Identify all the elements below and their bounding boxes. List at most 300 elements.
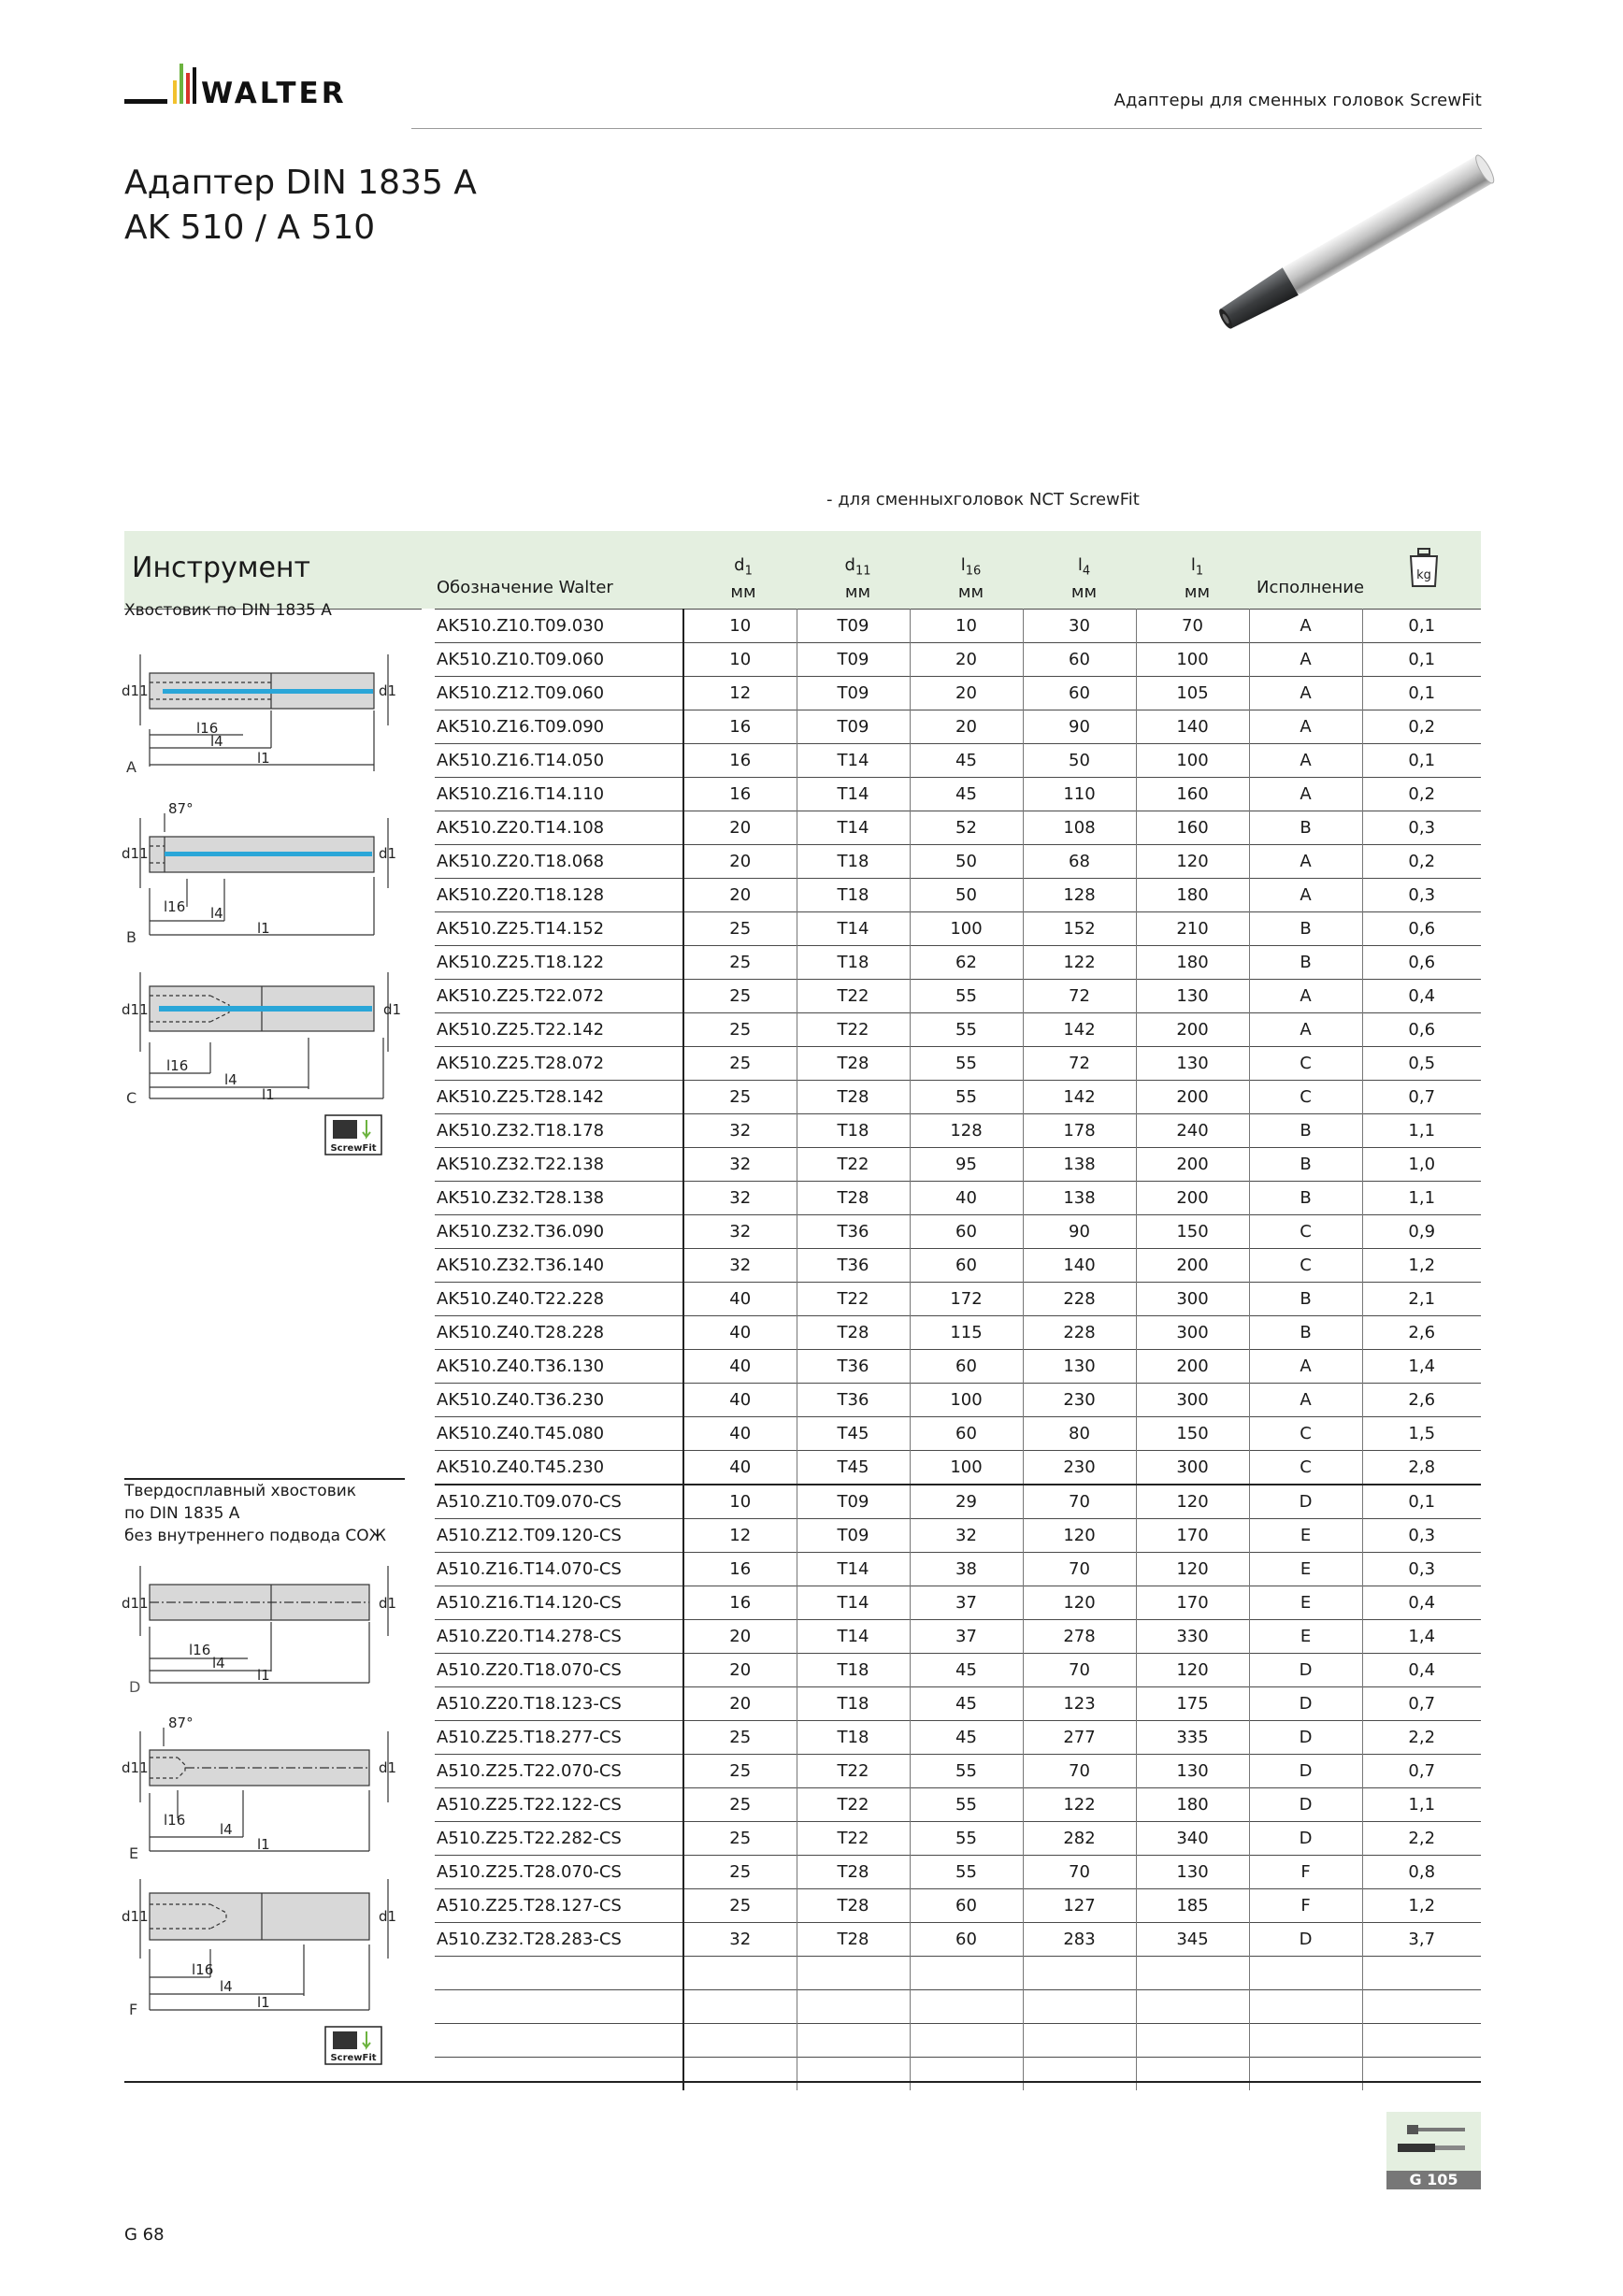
cell-l1: 200 bbox=[1136, 1013, 1249, 1047]
cell-variant: D bbox=[1249, 1755, 1362, 1788]
svg-text:d11: d11 bbox=[122, 682, 149, 699]
cell-l1: 120 bbox=[1136, 1654, 1249, 1687]
cell-l16: 115 bbox=[910, 1316, 1023, 1350]
cell-l16: 45 bbox=[910, 1654, 1023, 1687]
svg-text:d11: d11 bbox=[122, 1908, 149, 1925]
cell-l4: 80 bbox=[1023, 1417, 1136, 1451]
cell-l1: 180 bbox=[1136, 1788, 1249, 1822]
cell-variant: C bbox=[1249, 1417, 1362, 1451]
cell-d11 bbox=[797, 2024, 910, 2058]
cell-d1: 25 bbox=[683, 1721, 797, 1755]
cell-variant: A bbox=[1249, 610, 1362, 643]
svg-text:l4: l4 bbox=[224, 1071, 237, 1088]
cell-weight: 2,1 bbox=[1362, 1283, 1481, 1316]
cell-variant: F bbox=[1249, 1889, 1362, 1923]
cell-l4: 90 bbox=[1023, 1215, 1136, 1249]
cell-d1: 20 bbox=[683, 1620, 797, 1654]
tool-reference-icon bbox=[1386, 2112, 1481, 2171]
diagram-variant-c bbox=[122, 963, 402, 1159]
cell-variant: A bbox=[1249, 980, 1362, 1013]
table-row bbox=[435, 710, 1481, 744]
cell-d11: T18 bbox=[797, 946, 910, 980]
cell-d1: 40 bbox=[683, 1316, 797, 1350]
cell-d1 bbox=[683, 1990, 797, 2024]
cell-l16: 55 bbox=[910, 1047, 1023, 1081]
cell-d1: 25 bbox=[683, 1889, 797, 1923]
cell-l4: 278 bbox=[1023, 1620, 1136, 1654]
column-header-d11: $d_{11}$ мм bbox=[844, 555, 871, 602]
cell-l16: 55 bbox=[910, 1081, 1023, 1114]
cell-l1: 150 bbox=[1136, 1215, 1249, 1249]
cell-weight bbox=[1362, 1957, 1481, 1990]
cell-l16: 100 bbox=[910, 1451, 1023, 1485]
cell-d1: 25 bbox=[683, 1081, 797, 1114]
table-row bbox=[435, 1553, 1481, 1586]
cell-l4 bbox=[1023, 2024, 1136, 2058]
table-row bbox=[435, 643, 1481, 677]
cell-designation: AK510.Z16.T09.090 bbox=[435, 710, 683, 744]
walter-logo bbox=[124, 62, 405, 118]
table-row bbox=[435, 1485, 1481, 1519]
cell-l1 bbox=[1136, 1957, 1249, 1990]
cell-l16 bbox=[910, 1957, 1023, 1990]
cell-l4: 122 bbox=[1023, 946, 1136, 980]
section-label-steel: Хвостовик по DIN 1835 A bbox=[124, 601, 332, 620]
cell-l1: 140 bbox=[1136, 710, 1249, 744]
cell-l16: 38 bbox=[910, 1553, 1023, 1586]
cell-l1: 345 bbox=[1136, 1923, 1249, 1957]
cell-d1: 40 bbox=[683, 1451, 797, 1485]
cell-l4: 72 bbox=[1023, 980, 1136, 1013]
cell-l4: 72 bbox=[1023, 1047, 1136, 1081]
table-row bbox=[435, 1283, 1481, 1316]
cell-l1 bbox=[1136, 2024, 1249, 2058]
cell-l1: 200 bbox=[1136, 1182, 1249, 1215]
cell-l16: 45 bbox=[910, 744, 1023, 778]
cell-l4: 90 bbox=[1023, 710, 1136, 744]
cell-weight: 0,6 bbox=[1362, 946, 1481, 980]
table-row bbox=[435, 946, 1481, 980]
cell-l4: 130 bbox=[1023, 1350, 1136, 1384]
cell-l4: 30 bbox=[1023, 610, 1136, 643]
cell-designation: AK510.Z40.T22.228 bbox=[435, 1283, 683, 1316]
cell-d11: T14 bbox=[797, 1586, 910, 1620]
cell-variant: B bbox=[1249, 1148, 1362, 1182]
svg-text:l4: l4 bbox=[220, 1821, 233, 1838]
cell-weight: 0,1 bbox=[1362, 643, 1481, 677]
cell-l4: 123 bbox=[1023, 1687, 1136, 1721]
table-row bbox=[435, 1519, 1481, 1553]
cell-l4: 50 bbox=[1023, 744, 1136, 778]
cell-l1: 200 bbox=[1136, 1081, 1249, 1114]
cell-designation: AK510.Z40.T36.130 bbox=[435, 1350, 683, 1384]
cell-d1: 40 bbox=[683, 1417, 797, 1451]
cell-d11: T28 bbox=[797, 1182, 910, 1215]
cell-variant bbox=[1249, 1990, 1362, 2024]
cell-variant: E bbox=[1249, 1519, 1362, 1553]
cell-designation: A510.Z16.T14.070-CS bbox=[435, 1553, 683, 1586]
cell-l16 bbox=[910, 2024, 1023, 2058]
cell-variant: B bbox=[1249, 1316, 1362, 1350]
cell-weight: 0,2 bbox=[1362, 710, 1481, 744]
cell-d11: T28 bbox=[797, 1889, 910, 1923]
cell-l4: 70 bbox=[1023, 1856, 1136, 1889]
cell-d1: 32 bbox=[683, 1215, 797, 1249]
table-row bbox=[435, 1417, 1481, 1451]
cell-weight: 0,6 bbox=[1362, 912, 1481, 946]
cell-variant bbox=[1249, 2058, 1362, 2091]
table-row bbox=[435, 778, 1481, 811]
table-row bbox=[435, 1182, 1481, 1215]
table-row bbox=[435, 845, 1481, 879]
table-row bbox=[435, 1114, 1481, 1148]
cell-d11: T14 bbox=[797, 1553, 910, 1586]
cell-l1: 160 bbox=[1136, 778, 1249, 811]
table-row bbox=[435, 1923, 1481, 1957]
cell-weight: 1,1 bbox=[1362, 1788, 1481, 1822]
svg-text:d1: d1 bbox=[379, 1908, 397, 1925]
diagram-variant-f bbox=[122, 1879, 402, 2075]
cell-designation: AK510.Z10.T09.060 bbox=[435, 643, 683, 677]
cell-d1: 10 bbox=[683, 610, 797, 643]
cell-designation: AK510.Z12.T09.060 bbox=[435, 677, 683, 710]
cell-designation: AK510.Z32.T36.140 bbox=[435, 1249, 683, 1283]
cell-weight: 2,6 bbox=[1362, 1316, 1481, 1350]
cell-l4: 70 bbox=[1023, 1755, 1136, 1788]
cell-d1: 32 bbox=[683, 1114, 797, 1148]
table-row bbox=[435, 1586, 1481, 1620]
cell-l1: 335 bbox=[1136, 1721, 1249, 1755]
cell-l1: 170 bbox=[1136, 1519, 1249, 1553]
cell-designation: AK510.Z20.T18.068 bbox=[435, 845, 683, 879]
column-header-l1: $l_1$ мм bbox=[1184, 555, 1211, 602]
svg-text:d1: d1 bbox=[383, 1001, 402, 1018]
cell-l1: 185 bbox=[1136, 1889, 1249, 1923]
cell-l16: 20 bbox=[910, 643, 1023, 677]
weight-kg-icon bbox=[1408, 545, 1440, 588]
cell-designation: A510.Z25.T22.282-CS bbox=[435, 1822, 683, 1856]
column-header-instrument: Инструмент bbox=[132, 552, 311, 584]
cell-d11: T22 bbox=[797, 1013, 910, 1047]
svg-text:l1: l1 bbox=[257, 1994, 270, 2011]
cell-l1: 150 bbox=[1136, 1417, 1249, 1451]
table-row bbox=[435, 677, 1481, 710]
cell-weight: 1,1 bbox=[1362, 1182, 1481, 1215]
svg-text:d11: d11 bbox=[122, 1595, 149, 1612]
cell-weight: 0,1 bbox=[1362, 677, 1481, 710]
cell-d1: 25 bbox=[683, 1788, 797, 1822]
cell-designation: A510.Z16.T14.120-CS bbox=[435, 1586, 683, 1620]
cell-l16: 55 bbox=[910, 980, 1023, 1013]
cell-d1: 16 bbox=[683, 778, 797, 811]
header-title: Адаптеры для сменных головок ScrewFit bbox=[1113, 91, 1482, 110]
cell-l1: 100 bbox=[1136, 643, 1249, 677]
cell-l1: 70 bbox=[1136, 610, 1249, 643]
cell-designation: A510.Z20.T18.123-CS bbox=[435, 1687, 683, 1721]
cell-designation bbox=[435, 2024, 683, 2058]
cell-weight: 0,2 bbox=[1362, 778, 1481, 811]
cell-l16: 100 bbox=[910, 1384, 1023, 1417]
cell-variant: B bbox=[1249, 1182, 1362, 1215]
cell-variant: B bbox=[1249, 912, 1362, 946]
cell-designation: AK510.Z10.T09.030 bbox=[435, 610, 683, 643]
cell-d11: T18 bbox=[797, 1687, 910, 1721]
cell-designation: AK510.Z32.T28.138 bbox=[435, 1182, 683, 1215]
cell-variant: A bbox=[1249, 744, 1362, 778]
svg-text:l1: l1 bbox=[257, 920, 270, 937]
svg-text:ScrewFit: ScrewFit bbox=[330, 2053, 377, 2063]
svg-text:l1: l1 bbox=[257, 1667, 270, 1684]
cell-variant: C bbox=[1249, 1081, 1362, 1114]
cell-variant: C bbox=[1249, 1249, 1362, 1283]
cell-l1: 200 bbox=[1136, 1148, 1249, 1182]
cell-l1: 240 bbox=[1136, 1114, 1249, 1148]
cell-d1: 20 bbox=[683, 811, 797, 845]
cell-l4: 120 bbox=[1023, 1519, 1136, 1553]
cell-weight bbox=[1362, 1990, 1481, 2024]
cell-d1: 25 bbox=[683, 1047, 797, 1081]
cell-l16: 55 bbox=[910, 1013, 1023, 1047]
table-row bbox=[435, 1350, 1481, 1384]
cell-l4: 70 bbox=[1023, 1654, 1136, 1687]
cell-d1: 20 bbox=[683, 1654, 797, 1687]
cell-l1: 210 bbox=[1136, 912, 1249, 946]
cell-d11: T09 bbox=[797, 677, 910, 710]
cell-l1: 330 bbox=[1136, 1620, 1249, 1654]
cell-l4: 230 bbox=[1023, 1384, 1136, 1417]
cell-l4: 138 bbox=[1023, 1148, 1136, 1182]
svg-text:E: E bbox=[129, 1844, 139, 1862]
cell-l16: 55 bbox=[910, 1856, 1023, 1889]
cell-weight: 1,4 bbox=[1362, 1350, 1481, 1384]
cell-d1: 32 bbox=[683, 1182, 797, 1215]
cell-designation: AK510.Z20.T18.128 bbox=[435, 879, 683, 912]
diagram-variant-d bbox=[122, 1561, 402, 1701]
cell-d1: 16 bbox=[683, 1586, 797, 1620]
cell-variant: B bbox=[1249, 946, 1362, 980]
table-row bbox=[435, 1788, 1481, 1822]
svg-text:d1: d1 bbox=[379, 1759, 397, 1776]
table-row bbox=[435, 879, 1481, 912]
cell-l4: 178 bbox=[1023, 1114, 1136, 1148]
cell-variant: A bbox=[1249, 1013, 1362, 1047]
table-row bbox=[435, 1081, 1481, 1114]
cell-d1: 20 bbox=[683, 845, 797, 879]
cell-designation: A510.Z25.T22.070-CS bbox=[435, 1755, 683, 1788]
cell-variant: A bbox=[1249, 1350, 1362, 1384]
svg-text:l1: l1 bbox=[257, 1836, 270, 1853]
cell-l16: 128 bbox=[910, 1114, 1023, 1148]
svg-text:d11: d11 bbox=[122, 1759, 149, 1776]
page-number: G 68 bbox=[124, 2225, 165, 2245]
cell-d1 bbox=[683, 2024, 797, 2058]
cell-designation: AK510.Z32.T22.138 bbox=[435, 1148, 683, 1182]
cell-l4: 120 bbox=[1023, 1586, 1136, 1620]
cell-l4: 122 bbox=[1023, 1788, 1136, 1822]
cell-l16: 45 bbox=[910, 778, 1023, 811]
cell-weight: 1,0 bbox=[1362, 1148, 1481, 1182]
cell-d1: 32 bbox=[683, 1148, 797, 1182]
cell-d11: T09 bbox=[797, 1485, 910, 1519]
cell-d1 bbox=[683, 1957, 797, 1990]
cell-l1 bbox=[1136, 1990, 1249, 2024]
svg-text:l4: l4 bbox=[220, 1978, 233, 1995]
table-row bbox=[435, 811, 1481, 845]
table-row bbox=[435, 1755, 1481, 1788]
cell-d1: 10 bbox=[683, 643, 797, 677]
cell-weight: 0,9 bbox=[1362, 1215, 1481, 1249]
cell-d11: T22 bbox=[797, 1788, 910, 1822]
cell-variant: A bbox=[1249, 710, 1362, 744]
cell-l4: 142 bbox=[1023, 1081, 1136, 1114]
cell-l16: 20 bbox=[910, 710, 1023, 744]
cell-weight: 2,6 bbox=[1362, 1384, 1481, 1417]
cell-variant: D bbox=[1249, 1923, 1362, 1957]
cell-l4: 68 bbox=[1023, 845, 1136, 879]
cell-variant bbox=[1249, 1957, 1362, 1990]
cell-designation: AK510.Z32.T18.178 bbox=[435, 1114, 683, 1148]
cell-d1: 16 bbox=[683, 744, 797, 778]
cell-variant: A bbox=[1249, 778, 1362, 811]
cell-designation: AK510.Z16.T14.050 bbox=[435, 744, 683, 778]
cell-l16: 100 bbox=[910, 912, 1023, 946]
table-row bbox=[435, 912, 1481, 946]
cell-d11: T14 bbox=[797, 912, 910, 946]
cell-d11: T22 bbox=[797, 1822, 910, 1856]
table-row bbox=[435, 1822, 1481, 1856]
cell-d11 bbox=[797, 1990, 910, 2024]
svg-text:l16: l16 bbox=[189, 1642, 211, 1658]
cell-variant: A bbox=[1249, 677, 1362, 710]
table-row bbox=[435, 1957, 1481, 1990]
cell-d11: T45 bbox=[797, 1417, 910, 1451]
cell-weight: 0,5 bbox=[1362, 1047, 1481, 1081]
cell-l16: 55 bbox=[910, 1788, 1023, 1822]
table-row bbox=[435, 2024, 1481, 2058]
table-row bbox=[435, 744, 1481, 778]
cell-d1 bbox=[683, 2058, 797, 2091]
cell-l16: 60 bbox=[910, 1249, 1023, 1283]
diagram-variant-e bbox=[122, 1711, 402, 1870]
cell-variant: C bbox=[1249, 1047, 1362, 1081]
cell-d11: T28 bbox=[797, 1047, 910, 1081]
cell-d1: 40 bbox=[683, 1350, 797, 1384]
column-header-d1: $d_1$ мм bbox=[730, 555, 756, 602]
svg-text:l1: l1 bbox=[262, 1086, 275, 1103]
cell-d11: T09 bbox=[797, 643, 910, 677]
svg-text:ScrewFit: ScrewFit bbox=[330, 1143, 377, 1154]
cell-l16: 50 bbox=[910, 879, 1023, 912]
cell-l1: 120 bbox=[1136, 845, 1249, 879]
column-header-l4: $l_4$ мм bbox=[1070, 555, 1098, 602]
cell-l16: 52 bbox=[910, 811, 1023, 845]
svg-text:D: D bbox=[129, 1678, 141, 1696]
cell-l4: 152 bbox=[1023, 912, 1136, 946]
product-table bbox=[435, 609, 1481, 2090]
svg-text:l16: l16 bbox=[196, 720, 219, 737]
cell-d11: T09 bbox=[797, 1519, 910, 1553]
cross-reference-box[interactable] bbox=[1386, 2112, 1481, 2171]
cell-d11 bbox=[797, 2058, 910, 2091]
table-bottom-rule bbox=[124, 2081, 1481, 2083]
cell-weight: 0,6 bbox=[1362, 1013, 1481, 1047]
table-row bbox=[435, 2058, 1481, 2091]
cell-l4: 142 bbox=[1023, 1013, 1136, 1047]
cell-designation: AK510.Z40.T28.228 bbox=[435, 1316, 683, 1350]
cell-variant: F bbox=[1249, 1856, 1362, 1889]
cell-l16 bbox=[910, 2058, 1023, 2091]
cell-d11: T09 bbox=[797, 610, 910, 643]
cell-l4: 230 bbox=[1023, 1451, 1136, 1485]
cell-l4: 128 bbox=[1023, 879, 1136, 912]
cell-designation: A510.Z20.T18.070-CS bbox=[435, 1654, 683, 1687]
cell-d11: T18 bbox=[797, 1114, 910, 1148]
product-image bbox=[1122, 154, 1496, 379]
column-header-variant: Исполнение bbox=[1256, 578, 1365, 597]
cell-l4: 228 bbox=[1023, 1283, 1136, 1316]
cell-weight: 1,2 bbox=[1362, 1889, 1481, 1923]
cell-d1: 25 bbox=[683, 1755, 797, 1788]
table-row bbox=[435, 1620, 1481, 1654]
cell-weight: 0,1 bbox=[1362, 610, 1481, 643]
cell-variant: D bbox=[1249, 1654, 1362, 1687]
cell-weight: 0,4 bbox=[1362, 1586, 1481, 1620]
cell-weight: 0,3 bbox=[1362, 1519, 1481, 1553]
cell-d11: T14 bbox=[797, 778, 910, 811]
cross-reference-label[interactable]: G 105 bbox=[1386, 2171, 1481, 2189]
cell-d1: 25 bbox=[683, 1822, 797, 1856]
cell-d1: 25 bbox=[683, 912, 797, 946]
cell-weight: 0,4 bbox=[1362, 980, 1481, 1013]
cell-l16: 55 bbox=[910, 1822, 1023, 1856]
cell-designation: AK510.Z16.T14.110 bbox=[435, 778, 683, 811]
cell-l16: 55 bbox=[910, 1755, 1023, 1788]
cell-d1: 40 bbox=[683, 1384, 797, 1417]
svg-text:l16: l16 bbox=[166, 1057, 189, 1074]
cell-l4: 108 bbox=[1023, 811, 1136, 845]
cell-designation: AK510.Z25.T14.152 bbox=[435, 912, 683, 946]
cell-variant: D bbox=[1249, 1485, 1362, 1519]
cell-d11: T22 bbox=[797, 1283, 910, 1316]
cell-l1: 300 bbox=[1136, 1451, 1249, 1485]
cell-variant: A bbox=[1249, 1384, 1362, 1417]
cell-d11: T18 bbox=[797, 845, 910, 879]
cell-variant: D bbox=[1249, 1721, 1362, 1755]
cell-designation: AK510.Z25.T18.122 bbox=[435, 946, 683, 980]
column-header-l16: $l_{16}$ мм bbox=[957, 555, 984, 602]
cell-variant: B bbox=[1249, 1114, 1362, 1148]
cell-l16: 60 bbox=[910, 1350, 1023, 1384]
cell-l1: 170 bbox=[1136, 1586, 1249, 1620]
cell-weight bbox=[1362, 2058, 1481, 2091]
cell-l16: 20 bbox=[910, 677, 1023, 710]
cell-weight: 0,2 bbox=[1362, 845, 1481, 879]
cell-designation: A510.Z32.T28.283-CS bbox=[435, 1923, 683, 1957]
cell-d1: 10 bbox=[683, 1485, 797, 1519]
cell-d1: 25 bbox=[683, 1856, 797, 1889]
cell-weight: 0,4 bbox=[1362, 1654, 1481, 1687]
cell-weight: 2,2 bbox=[1362, 1822, 1481, 1856]
cell-l16: 37 bbox=[910, 1586, 1023, 1620]
cell-d1: 25 bbox=[683, 946, 797, 980]
cell-l4: 277 bbox=[1023, 1721, 1136, 1755]
cell-variant: E bbox=[1249, 1553, 1362, 1586]
cell-l1: 175 bbox=[1136, 1687, 1249, 1721]
cell-weight: 0,3 bbox=[1362, 811, 1481, 845]
cell-designation: A510.Z20.T14.278-CS bbox=[435, 1620, 683, 1654]
cell-l16: 10 bbox=[910, 610, 1023, 643]
table-row bbox=[435, 1047, 1481, 1081]
